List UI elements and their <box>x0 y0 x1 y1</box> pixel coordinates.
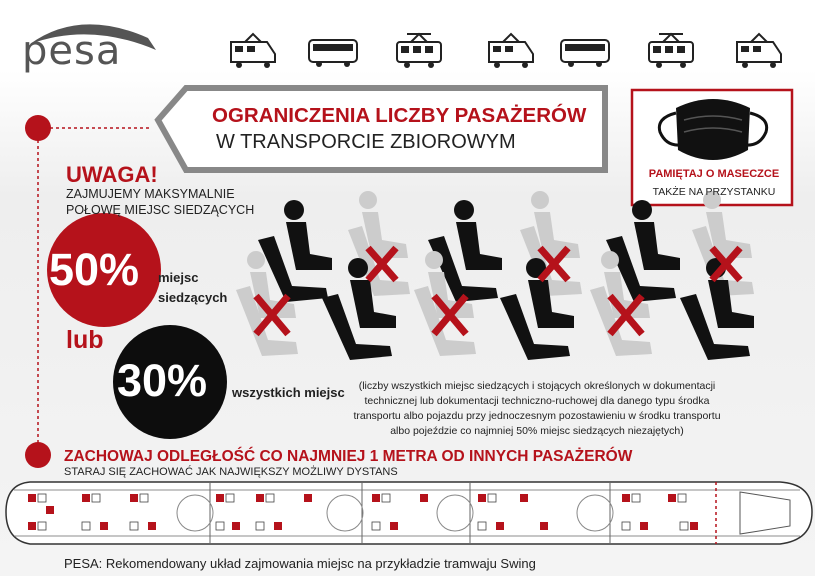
mask-notice-line-1: PAMIĘTAJ O MASECZCE <box>648 168 780 180</box>
description-line: albo pojeździe co najmniej 50% miejsc siedzących niezajętych) <box>390 425 684 437</box>
vehicle-icons-row <box>225 28 785 68</box>
warning-heading: UWAGA! <box>66 162 158 187</box>
percent-30-description <box>332 379 742 439</box>
or-text: lub <box>66 326 104 354</box>
warning-line-2: POŁOWĘ MIEJSC SIEDZĄCYCH <box>66 203 255 217</box>
mask-notice-line-2: TAKŻE NA PRZYSTANKU <box>652 186 776 198</box>
bus-icon <box>561 40 609 67</box>
percent-30-value: 30% <box>117 355 208 406</box>
train-icon <box>489 34 533 68</box>
bus-icon <box>309 40 357 67</box>
title-line-2: W TRANSPORCIE ZBIOROWYM <box>216 131 516 153</box>
train-icon <box>231 34 275 68</box>
title-line-1: OGRANICZENIA LICZBY PASAŻERÓW <box>212 104 587 127</box>
distance-subtext: STARAJ SIĘ ZACHOWAĆ JAK NAJWIĘKSZY MOŻLIWY DYSTANS <box>64 466 398 478</box>
title-frame <box>158 88 605 170</box>
description-line: (liczby wszystkich miejsc siedzących i stojących określonych w dokumentacji <box>358 380 716 392</box>
pesa-logo: pesa <box>22 28 122 74</box>
percent-50-label-1: miejsc <box>158 270 199 285</box>
tram-icon <box>649 34 693 68</box>
description-line: transportu albo pojazdu przy jednoczesnym pozostawieniu w środku transportu <box>353 410 721 422</box>
footer-caption: PESA: Rekomendowany układ zajmowania miejsc na przykładzie tramwaju Swing <box>64 556 536 571</box>
bullet-dot-bottom <box>25 442 51 468</box>
train-icon <box>737 34 781 68</box>
percent-50-label-2: siedzących <box>158 290 228 305</box>
percent-50-value: 50% <box>49 244 140 295</box>
tram-floor-plan <box>6 482 812 544</box>
description-line: technicznej lub dokumentacji techniczno-ruchowej dla danego typu środka <box>364 395 710 407</box>
distance-heading: ZACHOWAJ ODLEGŁOŚĆ CO NAJMNIEJ 1 METRA OD INNYCH PASAŻERÓW <box>64 448 633 465</box>
percent-30-label: wszystkich miejsc <box>232 385 345 400</box>
tram-icon <box>397 34 441 68</box>
warning-line-1: ZAJMUJEMY MAKSYMALNIE <box>66 187 235 201</box>
